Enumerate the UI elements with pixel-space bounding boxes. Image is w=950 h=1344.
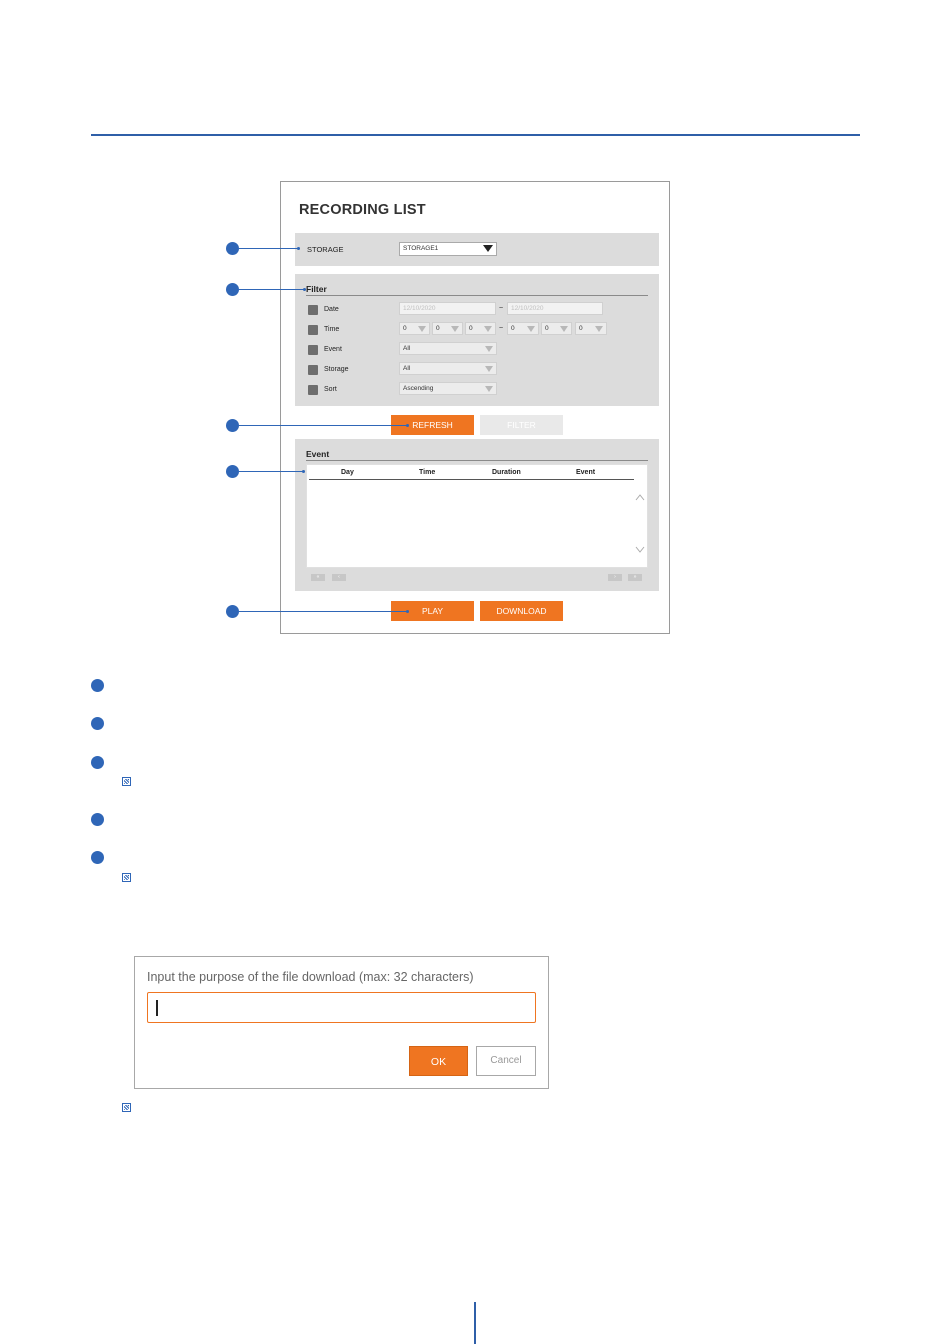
chevron-down-icon [595, 326, 603, 332]
filter-divider [306, 295, 648, 296]
sort-select-value: Ascending [403, 385, 434, 392]
storage-label: STORAGE [307, 245, 344, 254]
event-box [295, 439, 659, 591]
callout-1-marker [226, 242, 239, 255]
download-purpose-input[interactable] [147, 992, 536, 1023]
pager-prev-button[interactable]: ‹ [332, 574, 346, 581]
page-marker [474, 1302, 476, 1344]
chevron-down-icon [483, 245, 493, 252]
chevron-up-icon[interactable] [635, 493, 645, 501]
pager-first-button[interactable]: « [311, 574, 325, 581]
storage-filter-label: Storage [324, 366, 349, 373]
chevron-down-icon [560, 326, 568, 332]
event-checkbox[interactable] [308, 345, 318, 355]
pager-next-button[interactable]: › [608, 574, 622, 581]
text-caret [156, 1000, 158, 1016]
event-divider [306, 460, 648, 461]
refresh-button[interactable]: REFRESH [391, 415, 474, 435]
column-event: Event [576, 469, 596, 476]
storage-filter-select[interactable] [399, 362, 497, 375]
storage-box [295, 233, 659, 266]
play-button[interactable]: PLAY [391, 601, 474, 621]
time-to-minute-select[interactable] [541, 322, 572, 335]
top-rule [91, 134, 860, 136]
callout-3-end [406, 424, 409, 427]
storage-filter-checkbox[interactable] [308, 365, 318, 375]
ok-button[interactable]: OK [409, 1046, 468, 1076]
chevron-down-icon [485, 386, 493, 392]
time-to-second-select[interactable] [575, 322, 607, 335]
time-from-second-value: 0 [469, 325, 473, 332]
time-to-minute-value: 0 [545, 325, 549, 332]
callout-4-marker [226, 465, 239, 478]
event-select[interactable] [399, 342, 497, 355]
chevron-down-icon[interactable] [635, 546, 645, 554]
bullet-2 [91, 717, 104, 730]
storage-select-value: STORAGE1 [403, 245, 439, 252]
callout-2-end [303, 288, 306, 291]
date-to-value: 12/10/2020 [511, 305, 544, 312]
column-day: Day [341, 469, 354, 476]
column-time: Time [419, 469, 436, 476]
callout-1-line [239, 248, 298, 249]
callout-4-end [302, 470, 305, 473]
scrollbar[interactable] [634, 480, 646, 566]
bullet-5 [91, 851, 104, 864]
note-icon [122, 777, 131, 786]
pager-last-button[interactable]: » [628, 574, 642, 581]
chevron-down-icon [418, 326, 426, 332]
note-icon [122, 873, 131, 882]
event-title: Event [306, 449, 330, 459]
date-from-value: 12/10/2020 [403, 305, 436, 312]
callout-5-line [239, 611, 407, 612]
bullet-1 [91, 679, 104, 692]
cancel-button[interactable]: Cancel [476, 1046, 536, 1076]
filter-title: Filter [306, 284, 327, 294]
callout-3-marker [226, 419, 239, 432]
callout-1-end [297, 247, 300, 250]
chevron-down-icon [527, 326, 535, 332]
filter-button[interactable]: FILTER [480, 415, 563, 435]
time-to-hour-select[interactable] [507, 322, 539, 335]
download-button[interactable]: DOWNLOAD [480, 601, 563, 621]
time-label: Time [324, 326, 340, 333]
callout-5-end [406, 610, 409, 613]
panel-title: RECORDING LIST [299, 202, 426, 218]
recording-list-panel [280, 181, 670, 634]
time-from-hour-value: 0 [403, 325, 407, 332]
date-to-input[interactable] [507, 302, 603, 315]
storage-filter-value: All [403, 365, 411, 372]
sort-checkbox[interactable] [308, 385, 318, 395]
callout-2-line [239, 289, 304, 290]
filter-box [295, 274, 659, 406]
callout-5-marker [226, 605, 239, 618]
bullet-4 [91, 813, 104, 826]
column-duration: Duration [492, 469, 521, 476]
dialog-prompt: Input the purpose of the file download (max: 32 characters) [147, 970, 474, 984]
date-label: Date [324, 306, 339, 313]
time-separator: ~ [499, 325, 504, 332]
chevron-down-icon [485, 346, 493, 352]
download-purpose-dialog [134, 956, 549, 1089]
time-checkbox[interactable] [308, 325, 318, 335]
time-from-hour-select[interactable] [399, 322, 430, 335]
callout-4-line [239, 471, 303, 472]
chevron-down-icon [485, 366, 493, 372]
event-label: Event [324, 346, 342, 353]
event-select-value: All [403, 345, 411, 352]
table-header-divider [309, 479, 634, 480]
date-separator: ~ [499, 305, 504, 312]
chevron-down-icon [451, 326, 459, 332]
time-from-minute-value: 0 [436, 325, 440, 332]
storage-select[interactable] [399, 242, 497, 256]
date-checkbox[interactable] [308, 305, 318, 315]
time-from-second-select[interactable] [465, 322, 496, 335]
callout-2-marker [226, 283, 239, 296]
sort-select[interactable] [399, 382, 497, 395]
callout-3-line [239, 425, 407, 426]
time-from-minute-select[interactable] [432, 322, 463, 335]
date-from-input[interactable] [399, 302, 496, 315]
sort-label: Sort [324, 386, 337, 393]
note-icon [122, 1103, 131, 1112]
time-to-second-value: 0 [579, 325, 583, 332]
bullet-3 [91, 756, 104, 769]
event-table [306, 464, 648, 568]
chevron-down-icon [484, 326, 492, 332]
time-to-hour-value: 0 [511, 325, 515, 332]
